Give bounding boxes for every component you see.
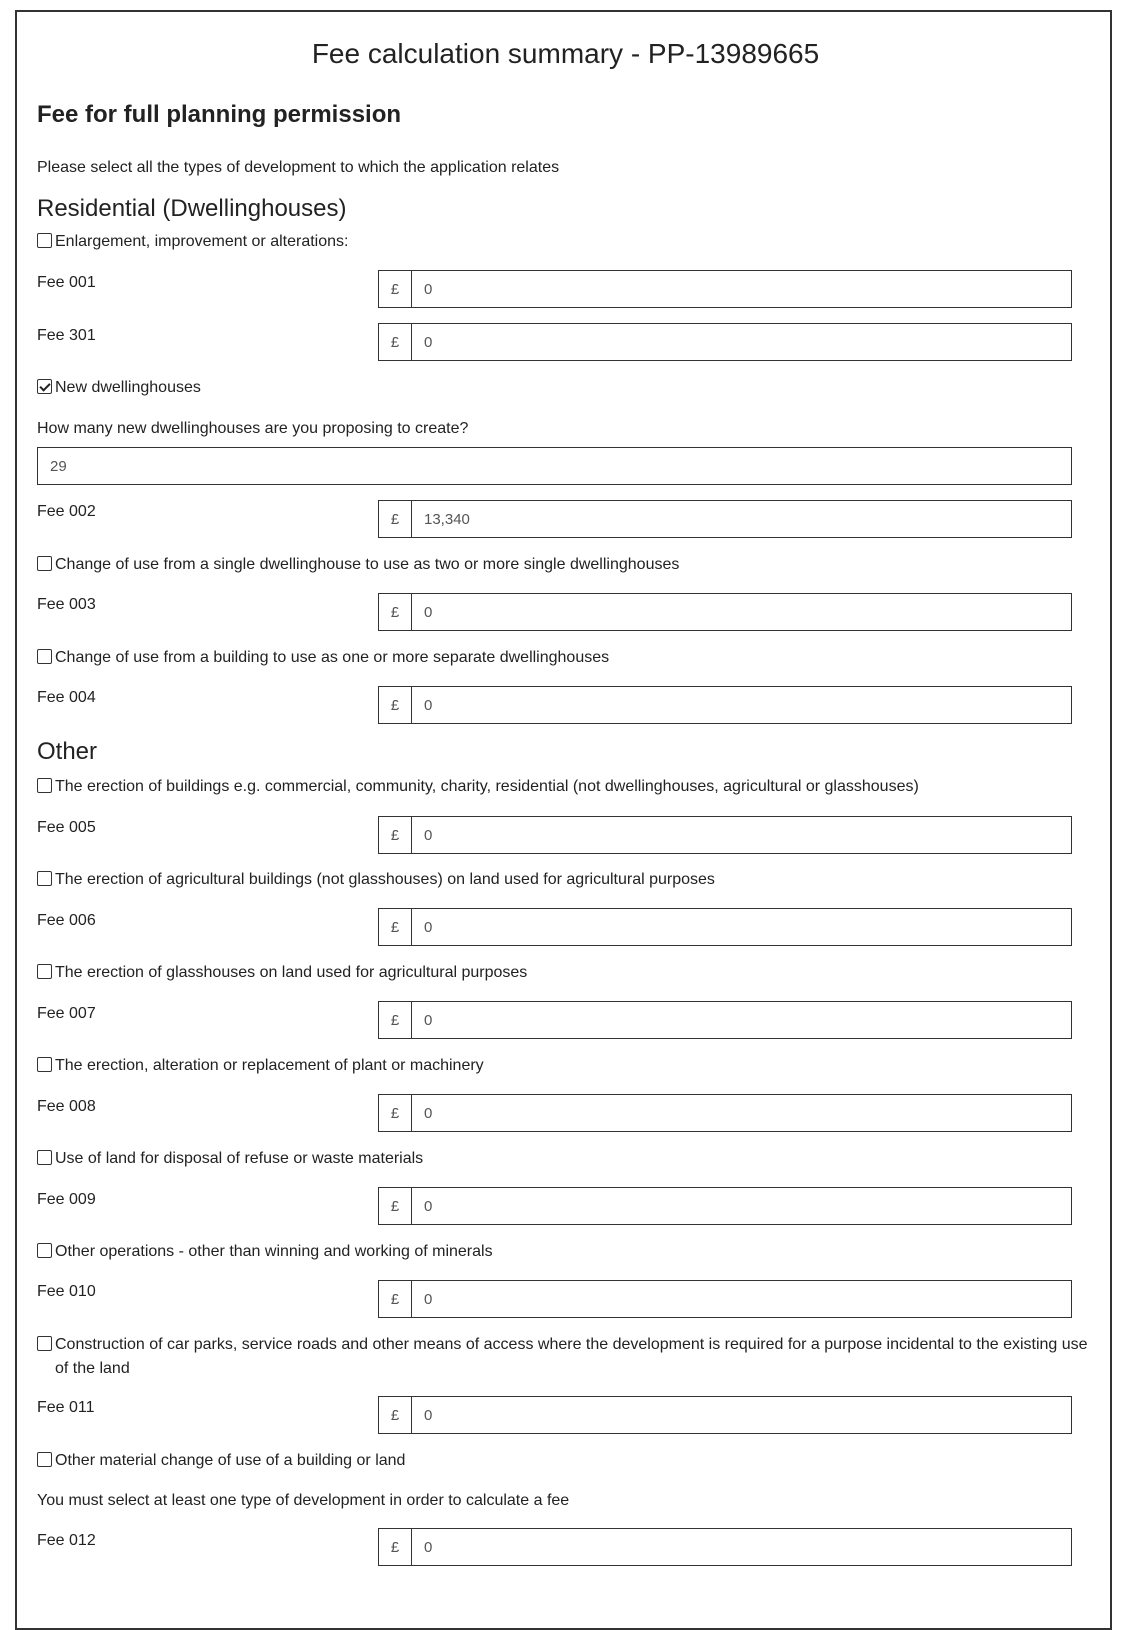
fee-005-value: 0 bbox=[424, 826, 433, 844]
currency-symbol: £ bbox=[379, 501, 412, 537]
fee-010-label: Fee 010 bbox=[37, 1283, 96, 1300]
fee-011-value: 0 bbox=[424, 1406, 433, 1424]
currency-symbol: £ bbox=[379, 1188, 412, 1224]
fee-009-value: 0 bbox=[424, 1197, 433, 1215]
fee-301-field[interactable] bbox=[378, 323, 1072, 361]
fee-011-field[interactable] bbox=[378, 1396, 1072, 1434]
plant-checkbox[interactable] bbox=[37, 1057, 52, 1072]
operations-option[interactable] bbox=[37, 1240, 1095, 1264]
fee-007-value: 0 bbox=[424, 1011, 433, 1029]
fee-301-label: Fee 301 bbox=[37, 327, 96, 344]
enlargement-checkbox[interactable] bbox=[37, 233, 52, 248]
glasshouses-label: The erection of glasshouses on land used for agricultural purposes bbox=[55, 964, 528, 981]
fee-008-field[interactable] bbox=[378, 1094, 1072, 1132]
change-single-option[interactable] bbox=[37, 553, 1095, 577]
car-parks-label: Construction of car parks, service roads and other means of access where the development is required for a purpose incidental to the existing use of the land bbox=[55, 1336, 1088, 1377]
other-heading: Other bbox=[37, 738, 98, 765]
new-dwellinghouses-checkbox[interactable] bbox=[37, 379, 52, 394]
fee-003-field[interactable] bbox=[378, 593, 1072, 631]
fee-010-field[interactable] bbox=[378, 1280, 1072, 1318]
currency-symbol: £ bbox=[379, 1002, 412, 1038]
currency-symbol: £ bbox=[379, 817, 412, 853]
material-change-label: Other material change of use of a building or land bbox=[55, 1452, 406, 1469]
car-parks-option[interactable] bbox=[37, 1333, 1095, 1381]
material-change-option[interactable] bbox=[37, 1449, 1095, 1473]
change-building-checkbox[interactable] bbox=[37, 649, 52, 664]
fee-009-field[interactable] bbox=[378, 1187, 1072, 1225]
fee-007-label: Fee 007 bbox=[37, 1005, 96, 1022]
fee-002-field[interactable] bbox=[378, 500, 1072, 538]
dwellinghouses-count-input[interactable]: 29 bbox=[37, 447, 1072, 485]
currency-symbol: £ bbox=[379, 909, 412, 945]
glasshouses-checkbox[interactable] bbox=[37, 964, 52, 979]
change-building-label: Change of use from a building to use as one or more separate dwellinghouses bbox=[55, 649, 610, 666]
fee-002-label: Fee 002 bbox=[37, 503, 96, 520]
fee-004-label: Fee 004 bbox=[37, 689, 96, 706]
fee-004-value: 0 bbox=[424, 696, 433, 714]
fee-001-value: 0 bbox=[424, 280, 433, 298]
dwellinghouses-question: How many new dwellinghouses are you proposing to create? bbox=[37, 420, 469, 437]
currency-symbol: £ bbox=[379, 324, 412, 360]
erection-buildings-checkbox[interactable] bbox=[37, 778, 52, 793]
fee-009-label: Fee 009 bbox=[37, 1191, 96, 1208]
section-heading: Fee for full planning permission bbox=[37, 101, 402, 128]
erection-buildings-option[interactable] bbox=[37, 775, 1095, 799]
operations-label: Other operations - other than winning and working of minerals bbox=[55, 1243, 493, 1260]
fee-003-value: 0 bbox=[424, 603, 433, 621]
fee-012-label: Fee 012 bbox=[37, 1532, 96, 1549]
fee-005-field[interactable] bbox=[378, 816, 1072, 854]
fee-008-value: 0 bbox=[424, 1104, 433, 1122]
operations-checkbox[interactable] bbox=[37, 1243, 52, 1258]
fee-003-label: Fee 003 bbox=[37, 596, 96, 613]
plant-label: The erection, alteration or replacement of plant or machinery bbox=[55, 1057, 484, 1074]
currency-symbol: £ bbox=[379, 1397, 412, 1433]
fee-010-value: 0 bbox=[424, 1290, 433, 1308]
fee-007-field[interactable] bbox=[378, 1001, 1072, 1039]
plant-option[interactable] bbox=[37, 1054, 1095, 1078]
fee-008-label: Fee 008 bbox=[37, 1098, 96, 1115]
change-building-option[interactable] bbox=[37, 646, 1095, 670]
fee-012-field[interactable] bbox=[378, 1528, 1072, 1566]
intro-text: Please select all the types of development to which the application relates bbox=[37, 159, 560, 176]
currency-symbol: £ bbox=[379, 594, 412, 630]
enlargement-label: Enlargement, improvement or alterations: bbox=[55, 233, 349, 250]
currency-symbol: £ bbox=[379, 271, 412, 307]
fee-001-label: Fee 001 bbox=[37, 274, 96, 291]
currency-symbol: £ bbox=[379, 1095, 412, 1131]
fee-005-label: Fee 005 bbox=[37, 819, 96, 836]
fee-011-label: Fee 011 bbox=[37, 1399, 95, 1416]
new-dwellinghouses-option[interactable] bbox=[37, 376, 1095, 400]
refuse-label: Use of land for disposal of refuse or waste materials bbox=[55, 1150, 424, 1167]
currency-symbol: £ bbox=[379, 1281, 412, 1317]
erection-buildings-label: The erection of buildings e.g. commercial, community, charity, residential (not dwellinghouses, agricultural or glasshouses) bbox=[55, 778, 919, 795]
fee-012-value: 0 bbox=[424, 1538, 433, 1556]
material-change-checkbox[interactable] bbox=[37, 1452, 52, 1467]
change-single-label: Change of use from a single dwellinghouse to use as two or more single dwellinghouses bbox=[55, 556, 680, 573]
fee-004-field[interactable] bbox=[378, 686, 1072, 724]
currency-symbol: £ bbox=[379, 687, 412, 723]
fee-001-field[interactable] bbox=[378, 270, 1072, 308]
validation-note: You must select at least one type of development in order to calculate a fee bbox=[37, 1492, 570, 1509]
currency-symbol: £ bbox=[379, 1529, 412, 1565]
enlargement-option[interactable] bbox=[37, 230, 1095, 254]
refuse-checkbox[interactable] bbox=[37, 1150, 52, 1165]
fee-002-value: 13,340 bbox=[424, 510, 470, 528]
glasshouses-option[interactable] bbox=[37, 961, 1095, 985]
refuse-option[interactable] bbox=[37, 1147, 1095, 1171]
residential-heading: Residential (Dwellinghouses) bbox=[37, 195, 347, 222]
fee-006-value: 0 bbox=[424, 918, 433, 936]
car-parks-checkbox[interactable] bbox=[37, 1336, 52, 1351]
agricultural-label: The erection of agricultural buildings (not glasshouses) on land used for agricultural purposes bbox=[55, 871, 715, 888]
fee-006-label: Fee 006 bbox=[37, 912, 96, 929]
page-title: Fee calculation summary - PP-13989665 bbox=[311, 38, 820, 69]
fee-006-field[interactable] bbox=[378, 908, 1072, 946]
change-single-checkbox[interactable] bbox=[37, 556, 52, 571]
fee-301-value: 0 bbox=[424, 333, 433, 351]
agricultural-option[interactable] bbox=[37, 868, 1095, 892]
new-dwellinghouses-label: New dwellinghouses bbox=[55, 379, 201, 396]
agricultural-checkbox[interactable] bbox=[37, 871, 52, 886]
